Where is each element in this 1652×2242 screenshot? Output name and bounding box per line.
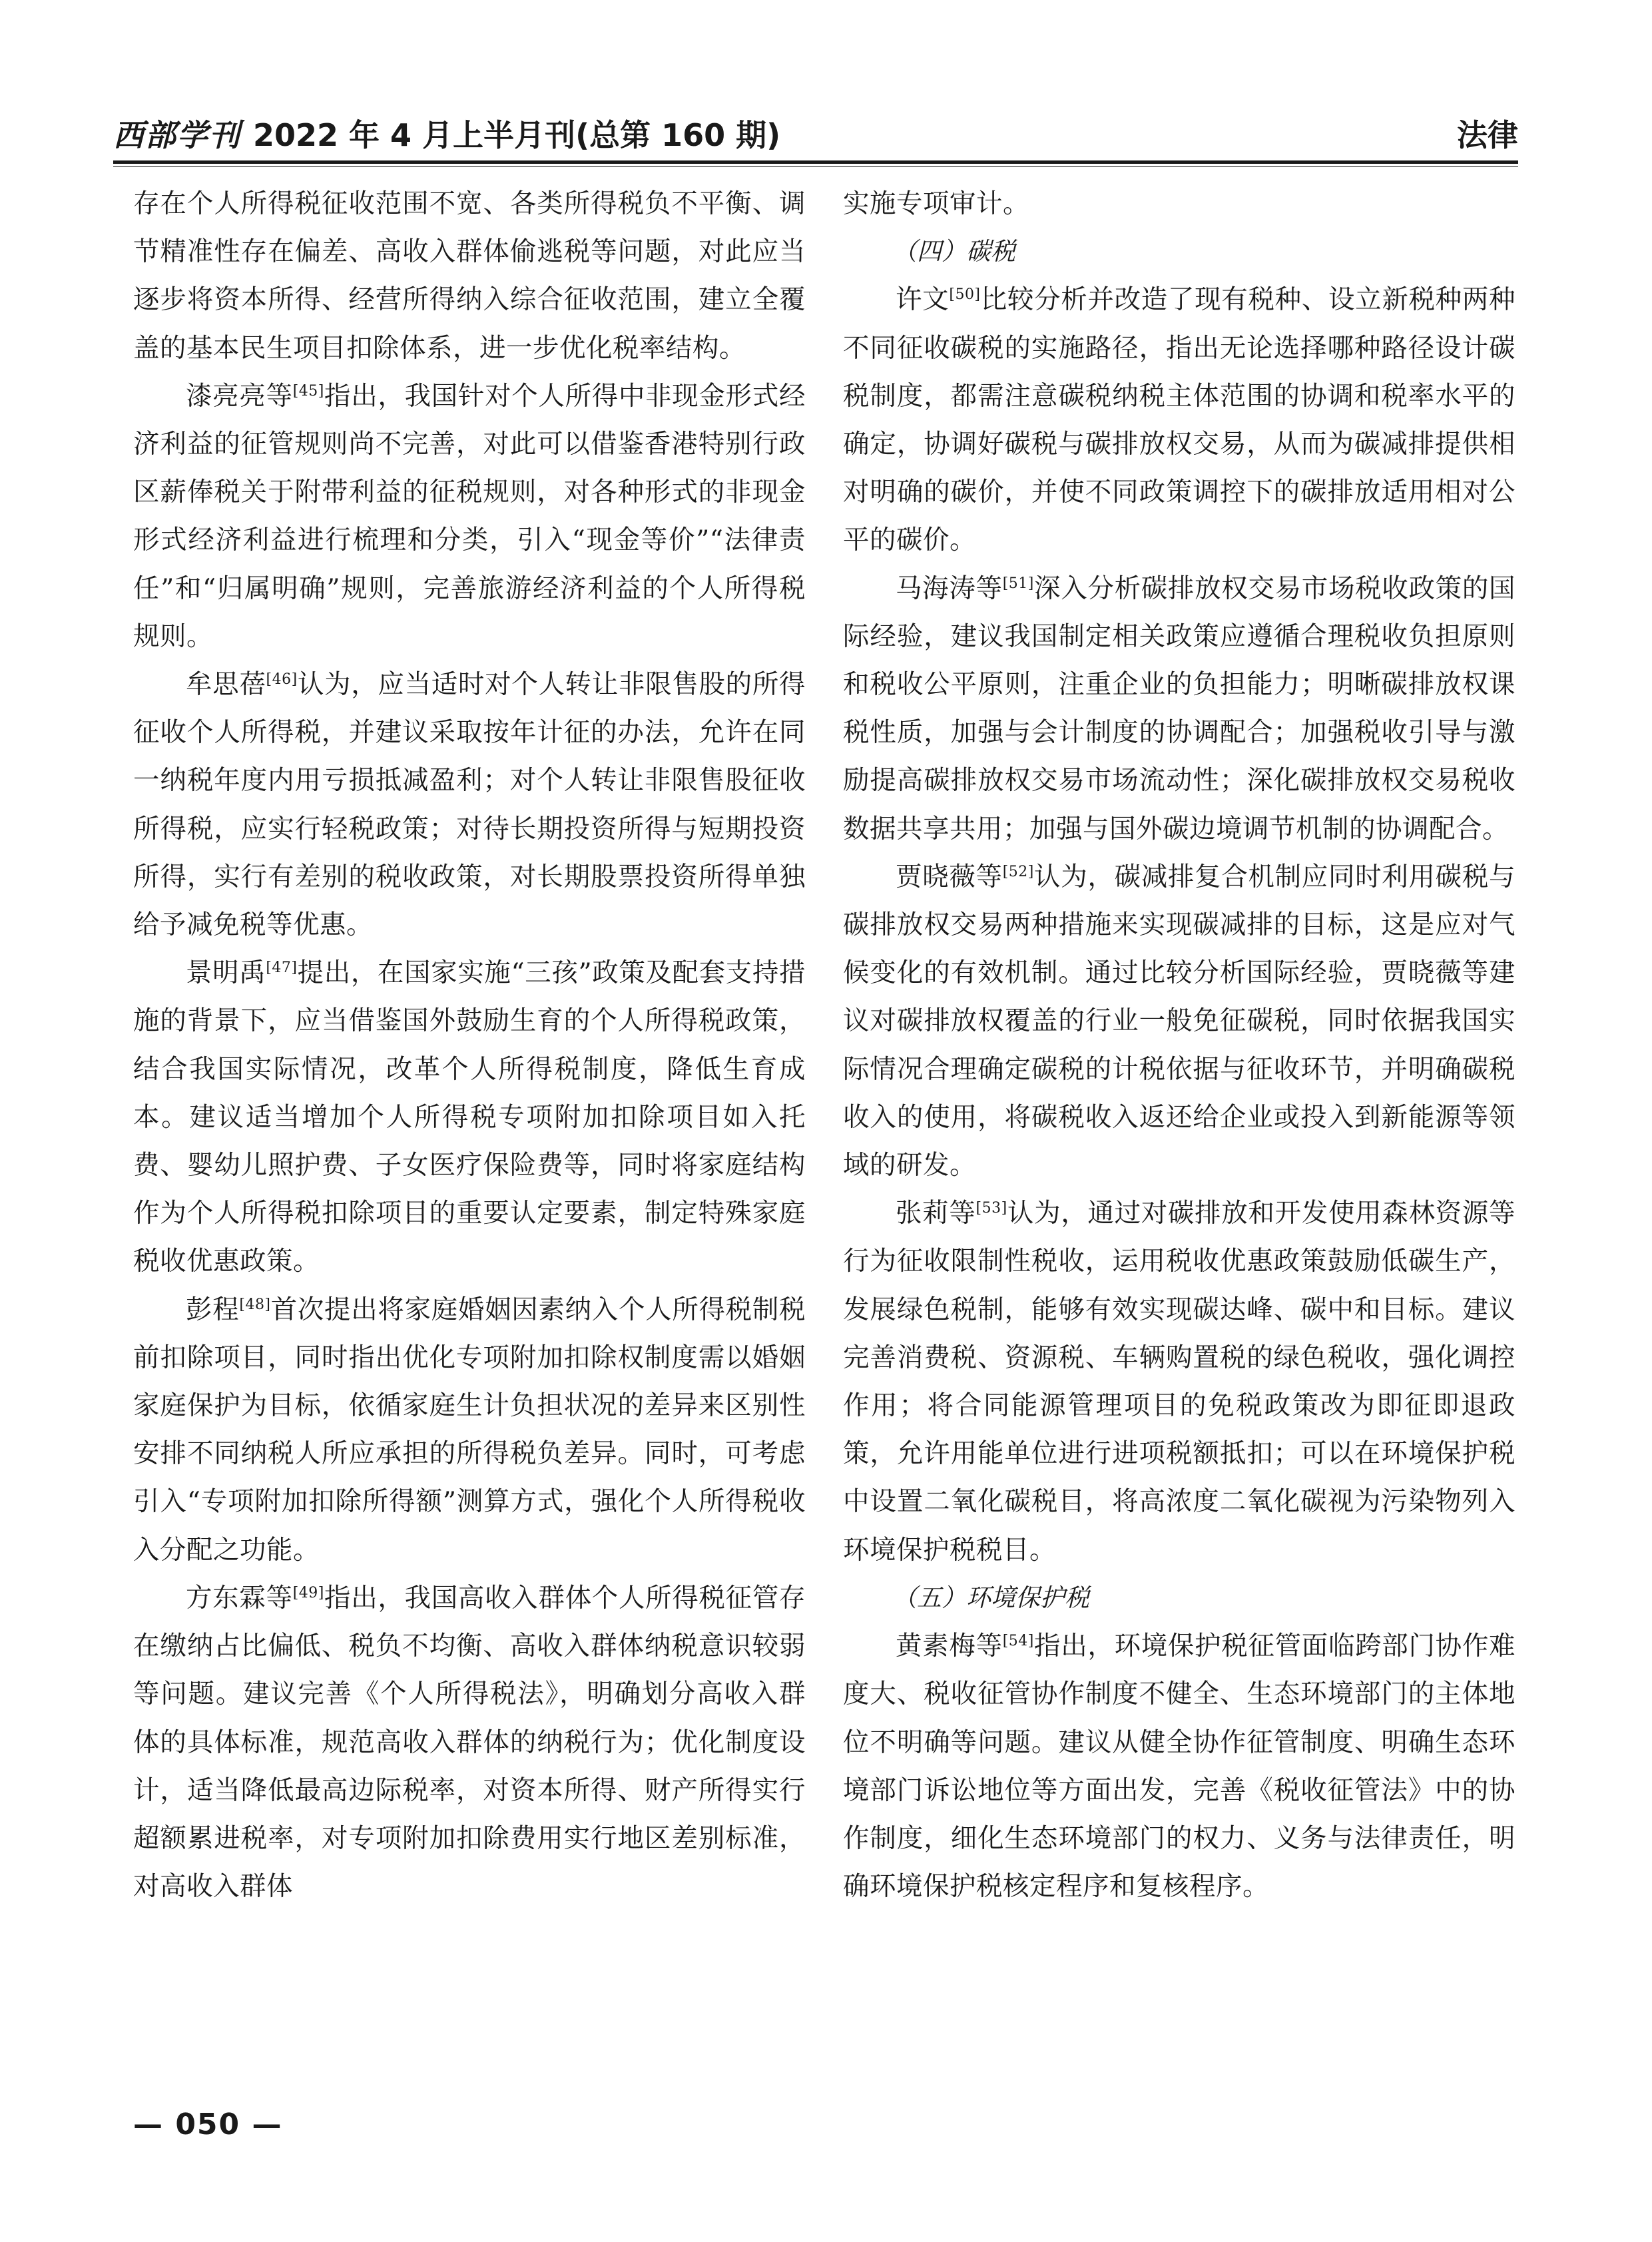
- citation-ref: [46]: [266, 671, 298, 688]
- paragraph-text: 提出，在国家实施“三孩”政策及配套支持措施的背景下，应当借鉴国外鼓励生育的个人所得税政策，结合我国实际情况，改革个人所得税制度，降低生育成本。建议适当增加个人所得税专项附加扣除项目如入托费、婴幼儿照护费、子女医疗保险费等，同时将家庭结构作为个人所得税扣除项目的重要认定要素，制定特殊家庭税收优惠政策。: [133, 958, 806, 1277]
- author-name: 牟思蓓: [186, 669, 266, 701]
- paragraph-ma-haitao: [843, 565, 1515, 853]
- header-rule-thin: [113, 166, 1518, 167]
- paragraph-xu-wen: [843, 276, 1515, 564]
- author-name: 方东霖等: [186, 1582, 293, 1613]
- page-number: — 050 —: [133, 2107, 283, 2141]
- paragraph-text: 深入分析碳排放权交易市场税收政策的国际经验，建议我国制定相关政策应遵循合理税收负担原则和税收公平原则，注重企业的负担能力；明晰碳排放权课税性质，加强与会计制度的协调配合；加强税收引导与激励提高碳排放权交易市场流动性；深化碳排放权交易税收数据共享共用；加强与国外碳边境调节机制的协调配合。: [843, 573, 1516, 844]
- paragraph-fang-donglin: [133, 1574, 806, 1910]
- left-column: [133, 180, 806, 1910]
- paragraph-jing-mingyu: [133, 949, 806, 1285]
- paragraph-text: 首次提出将家庭婚姻因素纳入个人所得税制税前扣除项目，同时指出优化专项附加扣除权制度需以婚姻家庭保护为目标，依循家庭生计负担状况的差异来区别性安排不同纳税人所应承担的所得税负差异。同时，可考虑引入“专项附加扣除所得额”测算方式，强化个人所得税收入分配之功能。: [133, 1294, 806, 1565]
- paragraph-text: 认为，应当适时对个人转让非限售股的所得征收个人所得税，并建议采取按年计征的办法，允许在同一纳税年度内用亏损抵减盈利；对个人转让非限售股征收所得税，应实行轻税政策；对待长期投资所得与短期投资所得，实行有差别的税收政策，对长期股票投资所得单独给予减免税等优惠。: [133, 669, 806, 941]
- section-heading-environmental-tax: （五）环境保护税: [892, 1583, 1089, 1612]
- citation-ref: [51]: [1002, 575, 1034, 592]
- citation-ref: [48]: [239, 1296, 271, 1313]
- author-name: 张莉等: [896, 1198, 976, 1229]
- citation-ref: [45]: [292, 382, 324, 400]
- citation-ref: [49]: [292, 1584, 324, 1601]
- header-rule-thick: [113, 160, 1518, 164]
- paragraph-mou-sibei: [133, 661, 806, 949]
- citation-ref: [52]: [1002, 863, 1034, 880]
- citation-ref: [50]: [949, 286, 981, 304]
- author-name: 贾晓薇等: [896, 861, 1003, 892]
- author-name: 黄素梅等: [896, 1631, 1003, 1662]
- paragraph-text: 认为，碳减排复合机制应同时利用碳税与碳排放权交易两种措施来实现碳减排的目标，这是应对气候变化的有效机制。通过比较分析国际经验，贾晓薇等建议对碳排放权覆盖的行业一般免征碳税，同时依据我国实际情况合理确定碳税的计税依据与征收环节，并明确碳税收入的使用，将碳税收入返还给企业或投入到新能源等领域的研发。: [843, 861, 1516, 1181]
- paragraph-text: 指出，我国针对个人所得中非现金形式经济利益的征管规则尚不完善，对此可以借鉴香港特别行政区薪俸税关于附带利益的征税规则，对各种形式的非现金形式经济利益进行梳理和分类，引入“现金等价”“法律责任”和“归属明确”规则，完善旅游经济利益的个人所得税规则。: [133, 380, 806, 652]
- citation-ref: [47]: [266, 960, 298, 977]
- paragraph-jia-xiaowei: [843, 853, 1515, 1189]
- author-name: 许文: [896, 284, 950, 316]
- issue-info: 2022 年 4 月上半月刊(总第 160 期): [253, 117, 781, 153]
- paragraph-text: 指出，环境保护税征管面临跨部门协作难度大、税收征管协作制度不健全、生态环境部门的主体地位不明确等问题。建议从健全协作征管制度、明确生态环境部门诉讼地位等方面出发，完善《税收征管法》中的协作制度，细化生态环境部门的权力、义务与法律责任，明确环境保护税核定程序和复核程序。: [843, 1631, 1516, 1902]
- section-heading-carbon-tax: （四）碳税: [892, 237, 1015, 266]
- journal-logo: 西部学刊: [113, 117, 241, 153]
- paragraph-huang-sumei: [843, 1622, 1515, 1910]
- paragraph-text: 指出，我国高收入群体个人所得税征管存在缴纳占比偏低、税负不均衡、高收入群体纳税意识较弱等问题。建议完善《个人所得税法》，明确划分高收入群体的具体标准，规范高收入群体的纳税行为；优化制度设计，适当降低最高边际税率，对资本所得、财产所得实行超额累进税率，对专项附加扣除费用实行地区差别标准，对高收入群体: [133, 1582, 806, 1902]
- citation-ref: [53]: [975, 1200, 1007, 1217]
- paragraph-text: 比较分析并改造了现有税种、设立新税种两种不同征收碳税的实施路径，指出无论选择哪种路径设计碳税制度，都需注意碳税纳税主体范围的协调和税率水平的确定，协调好碳税与碳排放权交易，从而为碳减排提供相对明确的碳价，并使不同政策调控下的碳排放适用相对公平的碳价。: [843, 284, 1516, 556]
- author-name: 马海涛等: [896, 573, 1003, 604]
- paragraph-text: 认为，通过对碳排放和开发使用森林资源等行为征收限制性税收，运用税收优惠政策鼓励低碳生产，发展绿色税制，能够有效实现碳达峰、碳中和目标。建议完善消费税、资源税、车辆购置税的绿色税收，强化调控作用；将合同能源管理项目的免税政策改为即征即退政策，允许用能单位进行进项税额抵扣；可以在环境保护税中设置二氧化碳税目，将高浓度二氧化碳视为污染物列入环境保护税税目。: [843, 1198, 1516, 1565]
- paragraph-peng-cheng: [133, 1286, 806, 1574]
- paragraph-qi-lianglian: [133, 372, 806, 661]
- citation-ref: [54]: [1002, 1632, 1034, 1649]
- section-name: 法律: [1457, 117, 1518, 153]
- page-header: [113, 103, 1518, 156]
- paragraph-continued: 实施专项审计。: [843, 188, 1029, 219]
- paragraph-zhang-li: [843, 1189, 1515, 1574]
- right-column: [843, 180, 1515, 1910]
- paragraph-continued: 存在个人所得税征收范围不宽、各类所得税负不平衡、调节精准性存在偏差、高收入群体偷逃税等问题，对此应当逐步将资本所得、经营所得纳入综合征收范围，建立全覆盖的基本民生项目扣除体系，进一步优化税率结构。: [133, 188, 806, 364]
- author-name: 景明禹: [186, 958, 266, 989]
- author-name: 彭程: [186, 1294, 240, 1325]
- author-name: 漆亮亮等: [186, 380, 293, 412]
